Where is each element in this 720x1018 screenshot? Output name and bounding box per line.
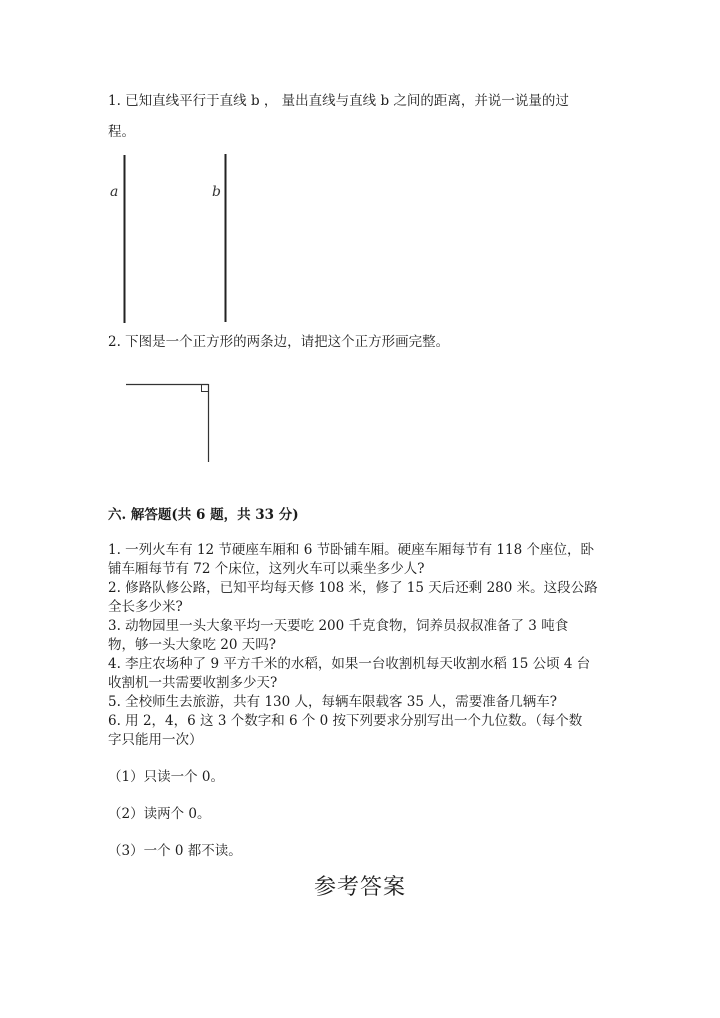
question-1-line-2: 程。 — [108, 124, 135, 140]
problem-line: 铺车厢每节有 72 个床位，这列火车可以乘坐多少人? — [108, 561, 425, 577]
problem-line: 1. 一列火车有 12 节硬座车厢和 6 节卧铺车厢。硬座车厢每节有 118 个座位，卧 — [108, 542, 594, 558]
sub-item-2: （2）读两个 0。 — [108, 806, 211, 822]
line-a-label: a — [110, 184, 119, 200]
sub-item-1: （1）只读一个 0。 — [108, 769, 224, 785]
problem-line: 物，够一头大象吃 20 天吗? — [108, 637, 276, 653]
problem-line: 3. 动物园里一头大象平均一天要吃 200 千克食物，饲养员叔叔准备了 3 吨食 — [108, 618, 569, 634]
problem-line: 字只能用一次） — [108, 732, 203, 748]
line-b-label: b — [212, 184, 221, 200]
problem-list — [108, 541, 598, 750]
problem-line: 6. 用 2，4，6 这 3 个数字和 6 个 0 按下列要求分别写出一个九位数。（每个数 — [108, 713, 583, 729]
problem-line: 全长多少米? — [108, 599, 183, 615]
section-heading: 六. 解答题(共 6 题，共 33 分) — [108, 507, 299, 523]
problem-line: 2. 修路队修公路，已知平均每天修 108 米，修了 15 天后还剩 280 米。这段公路 — [108, 580, 598, 596]
problem-line: 4. 李庄农场种了 9 平方千米的水稻，如果一台收割机每天收割水稻 15 公顷 4 台 — [108, 656, 591, 672]
problem-line: 5. 全校师生去旅游，共有 130 人，每辆车限载客 35 人，需要准备几辆车? — [108, 694, 558, 710]
problem-line: 收割机一共需要收割多少天? — [108, 675, 278, 691]
question-1-line-1: 1. 已知直线平行于直线 b ， 量出直线与直线 b 之间的距离，并说一说量的过 — [108, 93, 569, 109]
answer-key-title: 参考答案 — [313, 875, 406, 900]
question-2-line-1: 2. 下图是一个正方形的两条边，请把这个正方形画完整。 — [108, 334, 450, 350]
square-corner-figure — [126, 384, 209, 463]
sub-item-3: （3）一个 0 都不读。 — [108, 843, 242, 859]
